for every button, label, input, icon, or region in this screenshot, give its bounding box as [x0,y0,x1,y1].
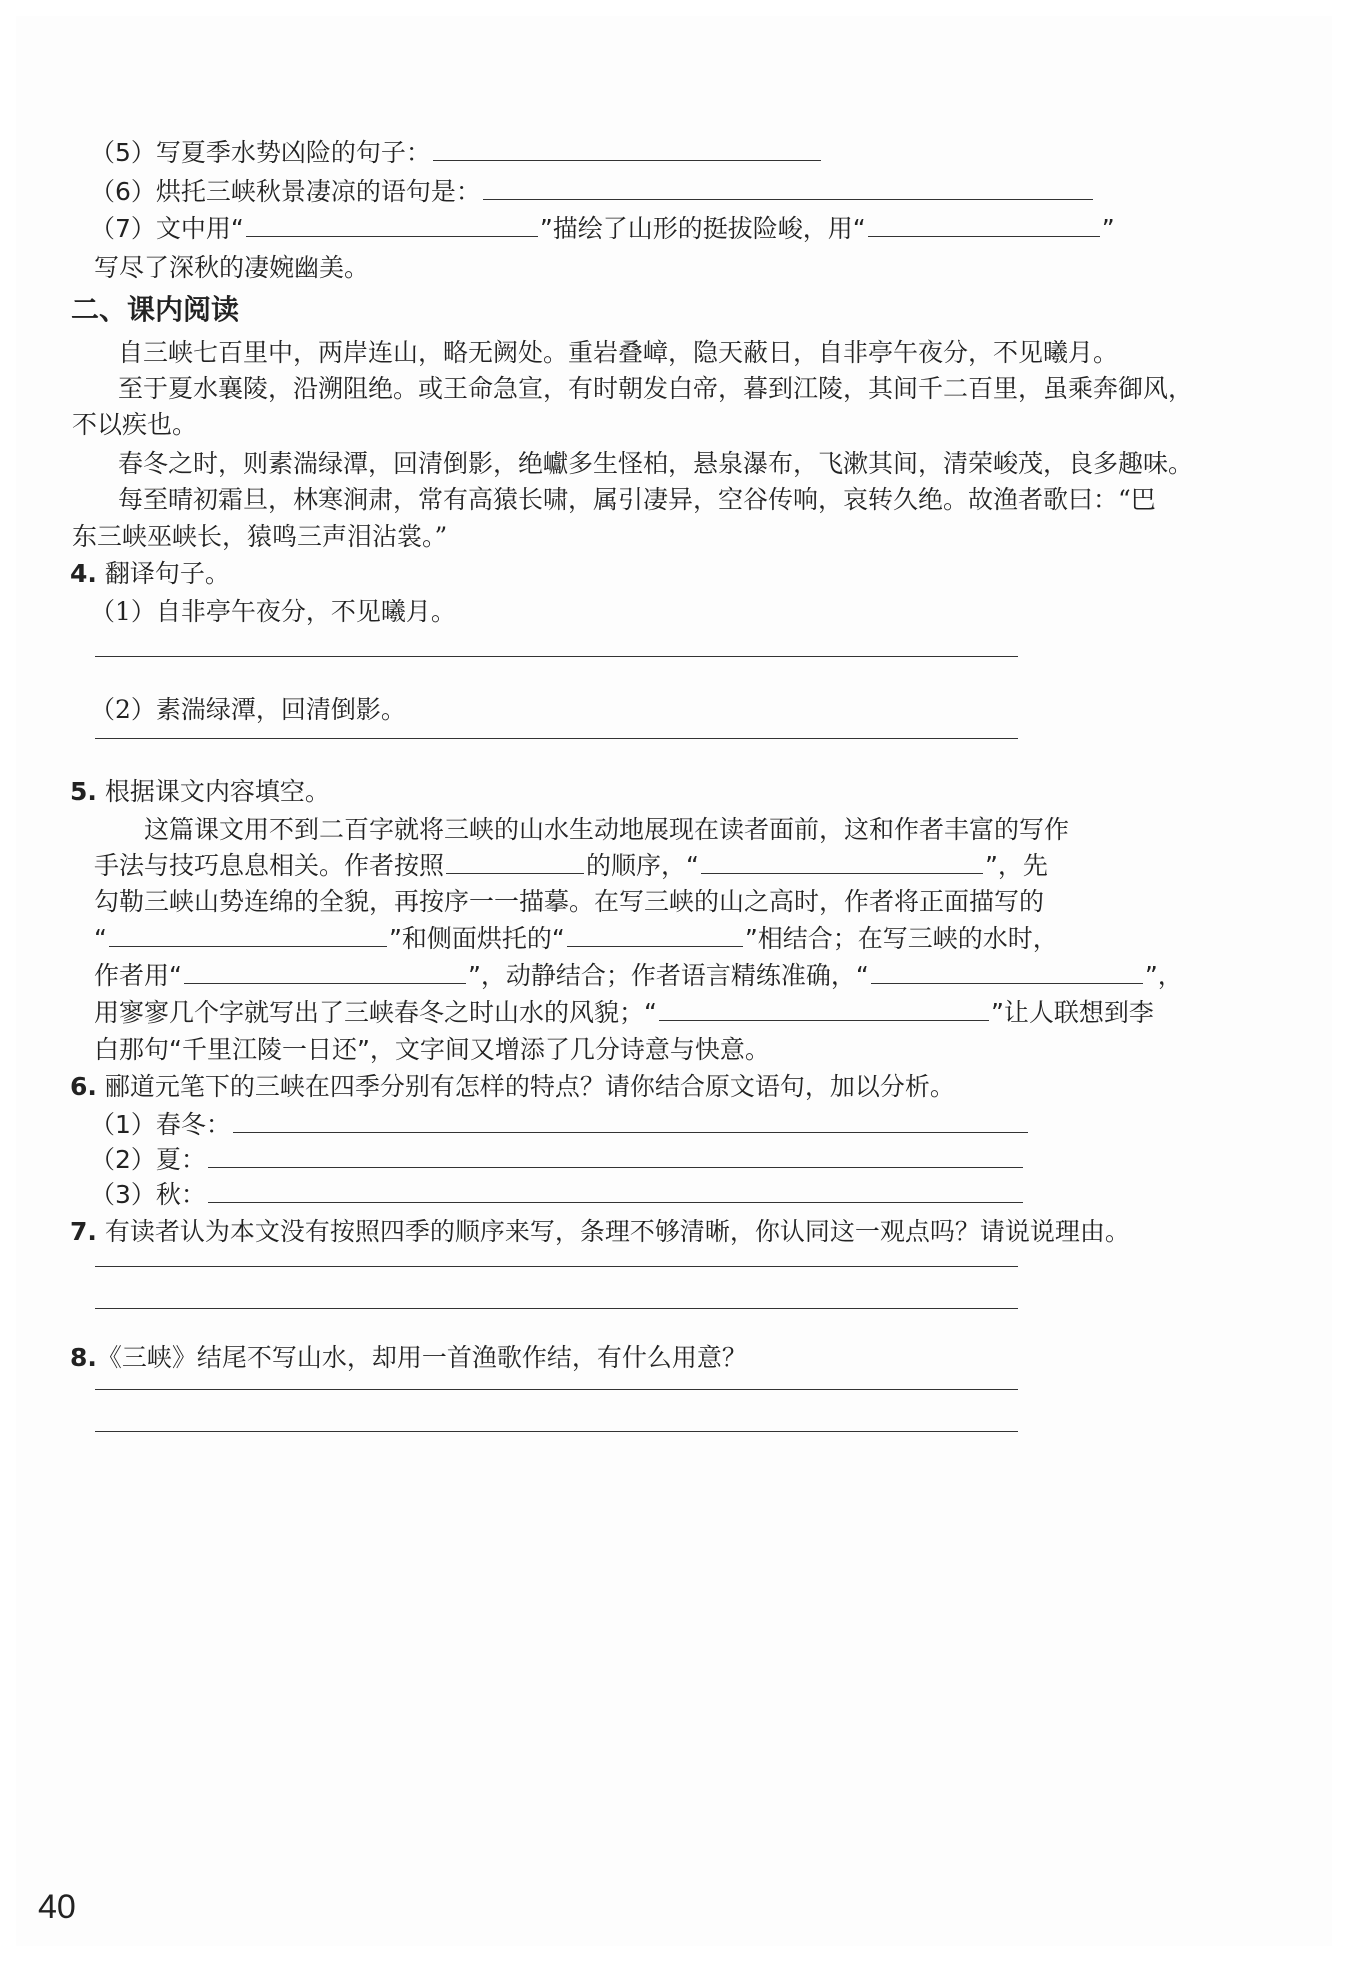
text: ” [1101,214,1115,243]
q3-item-6 [90,176,1095,208]
text: ”，动静结合；作者语言精练准确，“ [467,961,869,990]
text: ”描绘了山形的挺拔险峻，用“ [539,214,866,243]
q4-heading [70,558,230,590]
text: 用寥寥几个字就写出了三峡春冬之时山水的风貌；“ [94,998,657,1027]
answer-line[interactable] [95,738,1018,739]
text: 作者用“ [94,961,182,990]
text: ”，先 [984,851,1048,880]
q7-title: 有读者认为本文没有按照四季的顺序来写，条理不够清晰，你认同这一观点吗？请说说理由。 [104,1217,1130,1246]
blank[interactable] [483,177,1093,200]
blank[interactable] [208,1145,1023,1168]
passage-para-2: 至于夏水襄陵，沿溯阻绝。或王命急宣，有时朝发白帝，暮到江陵，其间千二百里，虽乘奔御风， [118,374,1194,403]
q8-title: 《三峡》结尾不写山水，却用一首渔歌作结，有什么用意？ [96,1343,747,1372]
text: 手法与技巧息息相关。作者按照 [94,851,445,880]
q4-number: 4. [70,559,97,588]
text: ”让人联想到李 [990,998,1154,1027]
q3-item-7 [90,213,1115,245]
blank[interactable] [871,961,1143,984]
q6-item-3 [90,1179,1025,1211]
blank[interactable] [701,851,983,874]
q5-line-3: 勾勒三峡山势连绵的全貌，再按序一一描摹。在写三峡的山之高时，作者将正面描写的 [94,887,1045,916]
q6-heading [70,1071,955,1103]
text: ”， [1144,961,1183,990]
q6-number: 6. [70,1072,97,1101]
q7-number: 7. [70,1217,97,1246]
blank[interactable] [233,1110,1028,1133]
q8-heading [70,1342,747,1374]
q5-title: 根据课文内容填空。 [104,777,330,806]
q5-line-1: 这篇课文用不到二百字就将三峡的山水生动地展现在读者面前，这和作者丰富的写作 [144,815,1070,844]
text: 的顺序，“ [586,851,699,880]
text: （7）文中用“ [90,214,244,243]
text: ”相结合；在写三峡的水时， [744,924,1058,953]
text: （1）春冬： [90,1110,231,1139]
q5-line-7: 白那句“千里江陵一日还”，文字间又增添了几分诗意与快意。 [94,1035,770,1064]
blank[interactable] [246,214,538,237]
section-title: 二、课内阅读 [71,293,240,326]
text: （3）秋： [90,1180,206,1209]
q8-number: 8. [70,1343,97,1372]
blank[interactable] [109,924,387,947]
q6-item-1 [90,1109,1030,1141]
answer-line[interactable] [95,1389,1018,1390]
q6-title: 郦道元笔下的三峡在四季分别有怎样的特点？请你结合原文语句，加以分析。 [104,1072,955,1101]
q3-item-6-label: （6）烘托三峡秋景凄凉的语句是： [90,177,481,206]
q4-item-1: （1）自非亭午夜分，不见曦月。 [90,597,456,626]
passage-para-3: 春冬之时，则素湍绿潭，回清倒影，绝巘多生怪柏，悬泉瀑布，飞漱其间，清荣峻茂，良多趣味。 [118,449,1194,478]
answer-line[interactable] [95,1266,1018,1267]
answer-line[interactable] [95,656,1018,657]
q4-title: 翻译句子。 [104,559,230,588]
q3-item-7-cont: 写尽了深秋的凄婉幽美。 [94,253,370,282]
passage-para-1: 自三峡七百里中，两岸连山，略无阙处。重岩叠嶂，隐天蔽日，自非亭午夜分，不见曦月。 [118,338,1119,367]
text: ”和侧面烘托的“ [388,924,565,953]
passage-para-4: 每至晴初霜旦，林寒涧肃，常有高猿长啸，属引凄异，空谷传响，哀转久绝。故渔者歌曰：“巴 [118,485,1156,514]
passage-para-4-cont: 东三峡巫峡长，猿鸣三声泪沾裳。” [72,522,448,551]
text: （2）夏： [90,1145,206,1174]
blank[interactable] [868,214,1100,237]
q5-line-4 [94,923,1058,955]
passage-para-2-cont: 不以疾也。 [72,410,198,439]
q6-item-2 [90,1144,1025,1176]
worksheet-page [16,16,1332,1946]
q4-item-2: （2）素湍绿潭，回清倒影。 [90,695,406,724]
blank[interactable] [446,851,584,874]
blank[interactable] [433,138,821,161]
q5-line-6 [94,997,1154,1029]
q3-item-5 [90,137,823,169]
text: “ [94,924,107,953]
blank[interactable] [659,998,989,1021]
answer-line[interactable] [95,1431,1018,1432]
page-number: 40 [38,1888,76,1926]
q5-line-5 [94,960,1183,992]
q3-item-5-label: （5）写夏季水势凶险的句子： [90,138,431,167]
blank[interactable] [184,961,466,984]
q5-line-2 [94,850,1048,882]
q5-heading [70,776,330,808]
blank[interactable] [567,924,743,947]
q7-heading [70,1216,1130,1248]
q5-number: 5. [70,777,97,806]
blank[interactable] [208,1180,1023,1203]
answer-line[interactable] [95,1308,1018,1309]
